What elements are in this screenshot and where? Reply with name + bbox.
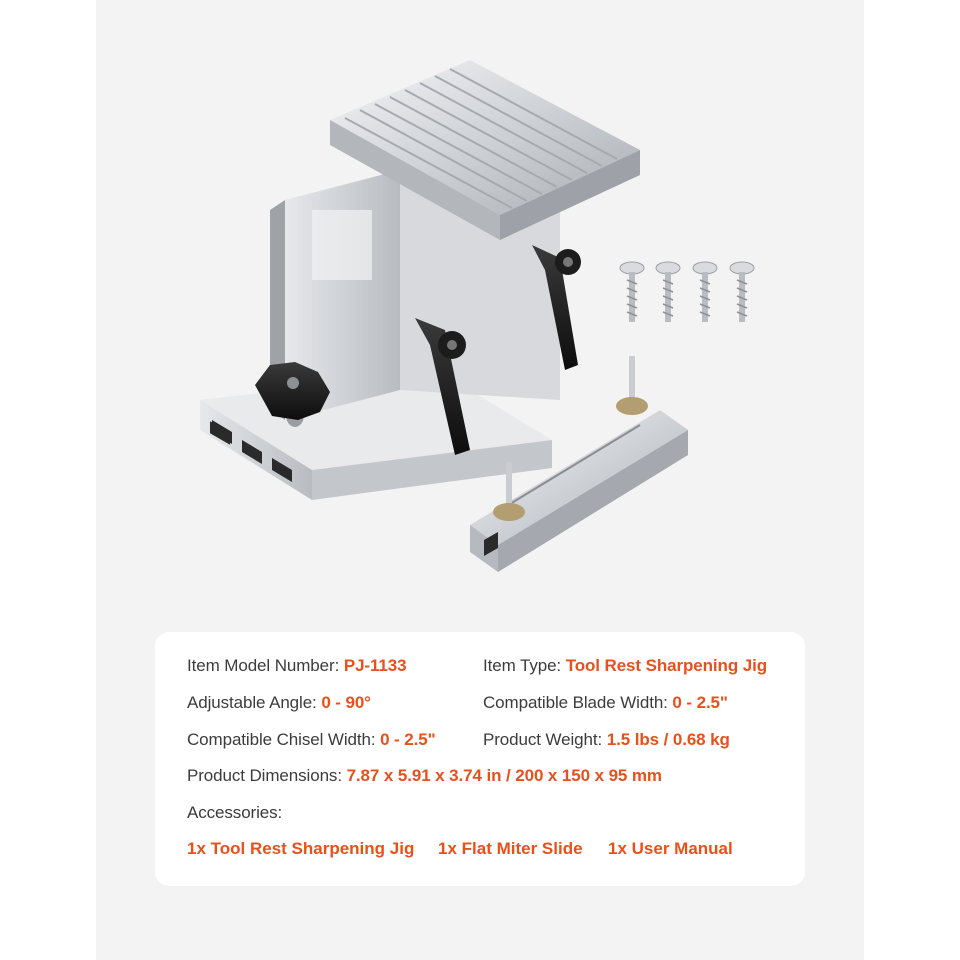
accessory-item: 1x Flat Miter Slide xyxy=(438,839,583,858)
spec-blade-value: 0 - 2.5" xyxy=(672,693,728,712)
spec-model-value: PJ-1133 xyxy=(343,656,407,675)
spec-dimensions-value: 7.87 x 5.91 x 3.74 in / 200 x 150 x 95 mm xyxy=(346,766,662,785)
spec-type-label: Item Type: xyxy=(483,656,566,675)
spec-angle xyxy=(187,693,371,713)
spec-weight-label: Product Weight: xyxy=(483,730,607,749)
spec-chisel xyxy=(187,730,436,750)
accessory-item: 1x Tool Rest Sharpening Jig xyxy=(187,839,415,858)
spec-dimensions xyxy=(187,766,662,786)
spec-type-value: Tool Rest Sharpening Jig xyxy=(565,656,767,675)
spec-weight xyxy=(483,730,730,750)
screws xyxy=(620,262,754,322)
spec-angle-label: Adjustable Angle: xyxy=(187,693,322,712)
spec-model xyxy=(187,656,406,676)
spec-angle-value: 0 - 90° xyxy=(321,693,371,712)
spec-weight-value: 1.5 lbs / 0.68 kg xyxy=(606,730,730,749)
accessories-label: Accessories: xyxy=(187,803,283,822)
spec-blade xyxy=(483,693,728,713)
spec-card xyxy=(155,632,805,886)
spec-type xyxy=(483,656,767,676)
spec-chisel-value: 0 - 2.5" xyxy=(380,730,436,749)
spec-model-label: Item Model Number: xyxy=(187,656,344,675)
spec-dimensions-label: Product Dimensions: xyxy=(187,766,347,785)
spec-chisel-label: Compatible Chisel Width: xyxy=(187,730,381,749)
spec-blade-label: Compatible Blade Width: xyxy=(483,693,673,712)
accessory-item: 1x User Manual xyxy=(608,839,733,858)
